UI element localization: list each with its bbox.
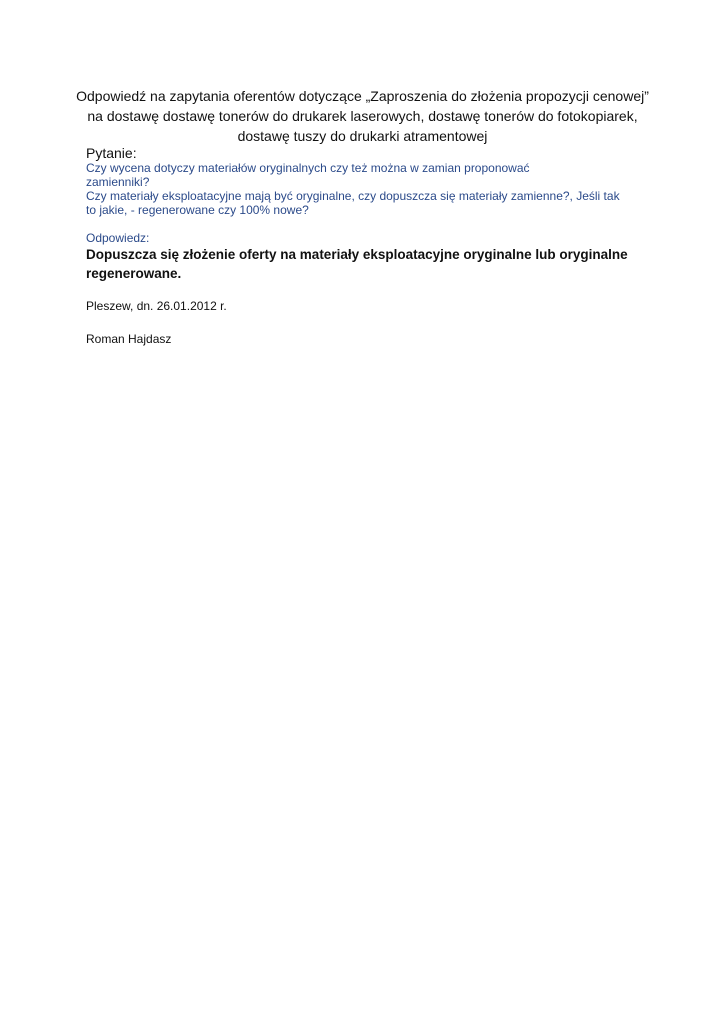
question-line-3: Czy materiały eksploatacyjne mają być oryginalne, czy dopuszcza się materiały zamienne?, Jeśli tak: [86, 189, 620, 203]
question-label: Pytanie:: [86, 145, 137, 161]
answer-text: [86, 245, 646, 283]
answer-line-1: Dopuszcza się złożenie oferty na materiały eksploatacyjne oryginalne lub oryginalne: [86, 247, 628, 262]
title-line-1: Odpowiedź na zapytania oferentów dotyczące „Zaproszenia do złożenia propozycji cenowej”: [76, 88, 649, 104]
answer-line-2: regenerowane.: [86, 266, 182, 281]
title-line-3: dostawę tuszy do drukarki atramentowej: [237, 128, 488, 144]
question-line-1: Czy wycena dotyczy materiałów oryginalnych czy też można w zamian proponować: [86, 161, 530, 175]
signature-name: Roman Hajdasz: [86, 332, 172, 346]
place-date: Pleszew, dn. 26.01.2012 r.: [86, 299, 227, 313]
document-title: [60, 86, 665, 146]
answer-label: Odpowiedz:: [86, 231, 150, 245]
question-line-2: zamienniki?: [86, 175, 150, 189]
question-line-4: to jakie, - regenerowane czy 100% nowe?: [86, 203, 309, 217]
question-text: [86, 161, 656, 217]
title-line-2: na dostawę dostawę tonerów do drukarek laserowych, dostawę tonerów do fotokopiarek,: [87, 108, 638, 124]
